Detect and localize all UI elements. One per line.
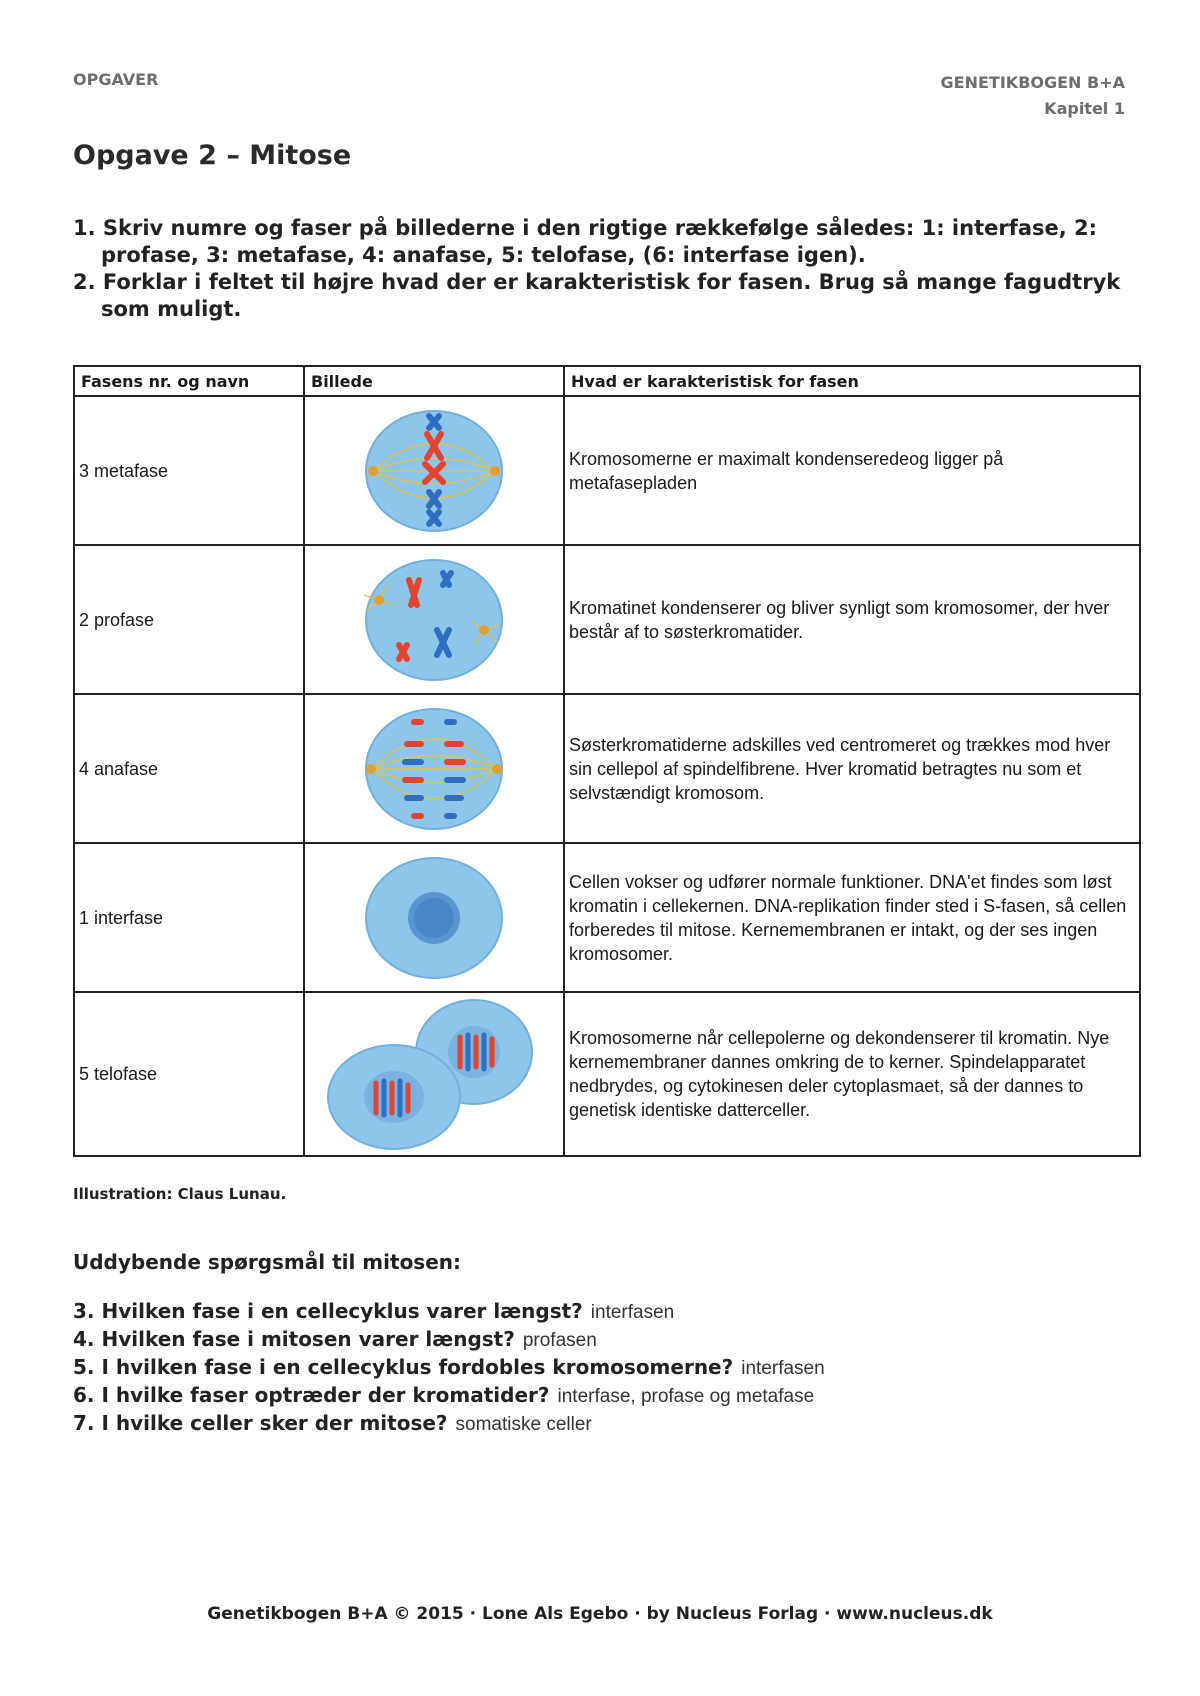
phase-image-cell <box>304 843 564 992</box>
answer-text: interfasen <box>741 1358 825 1379</box>
list-item <box>73 1298 825 1326</box>
header-book-title: GENETIKBOGEN B+A <box>940 73 1125 92</box>
column-header-image: Billede <box>304 366 564 396</box>
phase-description-cell: Cellen vokser og udfører normale funktioner. DNA'et findes som løst kromatin i cellekernen. DNA-replikation finder sted i S-fasen, så cellen forberedes til mitose. Kernemembranen er intakt, og der ses ingen kromosomer. <box>564 843 1140 992</box>
table-row <box>74 545 1140 694</box>
header-section-label: OPGAVER <box>73 70 159 89</box>
questions-heading: Uddybende spørgsmål til mitosen: <box>73 1250 462 1274</box>
instruction-item: 2. Forklar i feltet til højre hvad der er karakteristisk for fasen. Brug så mange fagudtryk som muligt. <box>73 270 1121 321</box>
interphase-cell-image <box>359 853 509 983</box>
illustration-credit: Illustration: Claus Lunau. <box>73 1185 287 1203</box>
phase-image-cell <box>304 694 564 843</box>
table-row <box>74 694 1140 843</box>
phase-image-cell <box>304 992 564 1156</box>
anaphase-cell-image <box>359 704 509 834</box>
answer-text: profasen <box>522 1330 597 1351</box>
answer-text: interfase, profase og metafase <box>557 1386 815 1407</box>
question-text: 7. I hvilke celler sker der mitose? <box>73 1411 448 1435</box>
phase-name-cell: 5 telofase <box>74 992 304 1156</box>
page-title: Opgave 2 – Mitose <box>73 140 352 171</box>
phase-description-cell: Søsterkromatiderne adskilles ved centromeret og trækkes mod hver sin cellepol af spindelfibrene. Hver kromatid betragtes nu som et selvstændigt kromosom. <box>564 694 1140 843</box>
question-text: 4. Hvilken fase i mitosen varer længst? <box>73 1327 515 1351</box>
column-header-description: Hvad er karakteristisk for fasen <box>564 366 1140 396</box>
table-row <box>74 843 1140 992</box>
question-text: 3. Hvilken fase i en cellecyklus varer længst? <box>73 1299 583 1323</box>
phase-name-cell: 1 interfase <box>74 843 304 992</box>
table-row <box>74 992 1140 1156</box>
instruction-item: 1. Skriv numre og faser på billederne i den rigtige rækkefølge således: 1: interfase, 2: profase, 3: metafase, 4: anafase, 5: telofase, (6: interfase igen). <box>73 216 1098 267</box>
column-header-phase: Fasens nr. og navn <box>74 366 304 396</box>
answer-text: somatiske celler <box>455 1414 592 1435</box>
questions-list <box>73 1298 825 1438</box>
answer-text: interfasen <box>590 1302 675 1323</box>
instructions-list <box>73 215 1133 323</box>
list-item <box>73 1354 825 1382</box>
question-text: 5. I hvilken fase i en cellecyklus fordobles kromosomerne? <box>73 1355 734 1379</box>
table-header-row <box>74 366 1140 396</box>
mitosis-phase-table <box>73 365 1141 1157</box>
telophase-cells-image <box>324 997 544 1152</box>
phase-description-cell: Kromosomerne når cellepolerne og dekondenserer til kromatin. Nye kernemembraner dannes omkring de to kerner. Spindelapparatet nedbrydes, og cytokinesen deler cytoplasmaet, så der dannes to genetisk identiske datterceller. <box>564 992 1140 1156</box>
header-book-info <box>941 70 1125 122</box>
table-row <box>74 396 1140 545</box>
phase-description-cell: Kromatinet kondenserer og bliver synligt som kromosomer, der hver består af to søsterkromatider. <box>564 545 1140 694</box>
prophase-cell-image <box>359 555 509 685</box>
question-text: 6. I hvilke faser optræder der kromatider? <box>73 1383 550 1407</box>
metaphase-cell-image <box>359 406 509 536</box>
list-item <box>73 1326 825 1354</box>
phase-name-cell: 2 profase <box>74 545 304 694</box>
list-item <box>73 1382 825 1410</box>
phase-name-cell: 4 anafase <box>74 694 304 843</box>
header-chapter: Kapitel 1 <box>1044 99 1125 118</box>
list-item <box>73 1410 825 1438</box>
page-footer: Genetikbogen B+A © 2015 · Lone Als Egebo · by Nucleus Forlag · www.nucleus.dk <box>207 1604 993 1624</box>
phase-description-cell: Kromosomerne er maximalt kondenseredeog ligger på metafasepladen <box>564 396 1140 545</box>
phase-name-cell: 3 metafase <box>74 396 304 545</box>
phase-image-cell <box>304 545 564 694</box>
phase-image-cell <box>304 396 564 545</box>
